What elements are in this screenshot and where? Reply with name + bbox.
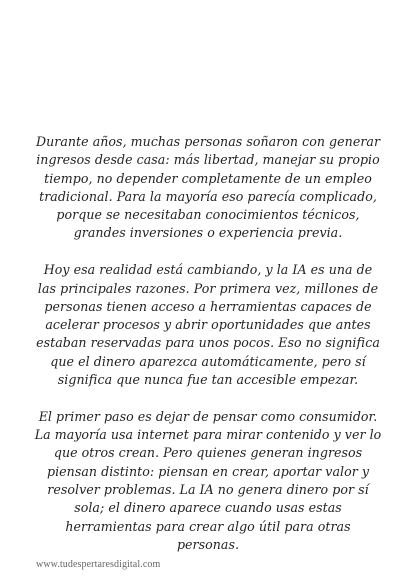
paragraph-2: Hoy esa realidad está cambiando, y la IA es una de las principales razones. Por primera vez, millones de personas tienen acceso a herramientas capaces de acelerar procesos y abrir oportunidades que antes estaban reservadas para unos pocos. Eso no significa que el dinero aparezca automáticamente, pero sí significa que nunca fue tan accesible empezar. [36,262,380,388]
body-text [34,133,382,573]
footer-website: www.tudespertaresdigital.com [36,559,161,570]
paragraph-3: El primer paso es dejar de pensar como consumidor. La mayoría usa internet para mirar contenido y ver lo que otros crean. Pero quienes generan ingresos piensan distinto: piensan en crear, aportar valor y resolver problemas. La IA no genera dinero por sí sola; el dinero aparece cuando usas estas herramientas para crear algo útil para otras personas. [34,408,382,552]
paragraph-1: Durante años, muchas personas soñaron con generar ingresos desde casa: más libertad, manejar su propio tiempo, no depender completamente de un empleo tradicional. Para la mayoría eso parecía complicado, porque se necesitaban conocimientos técnicos, grandes inversiones o experiencia previa. [35,134,381,241]
